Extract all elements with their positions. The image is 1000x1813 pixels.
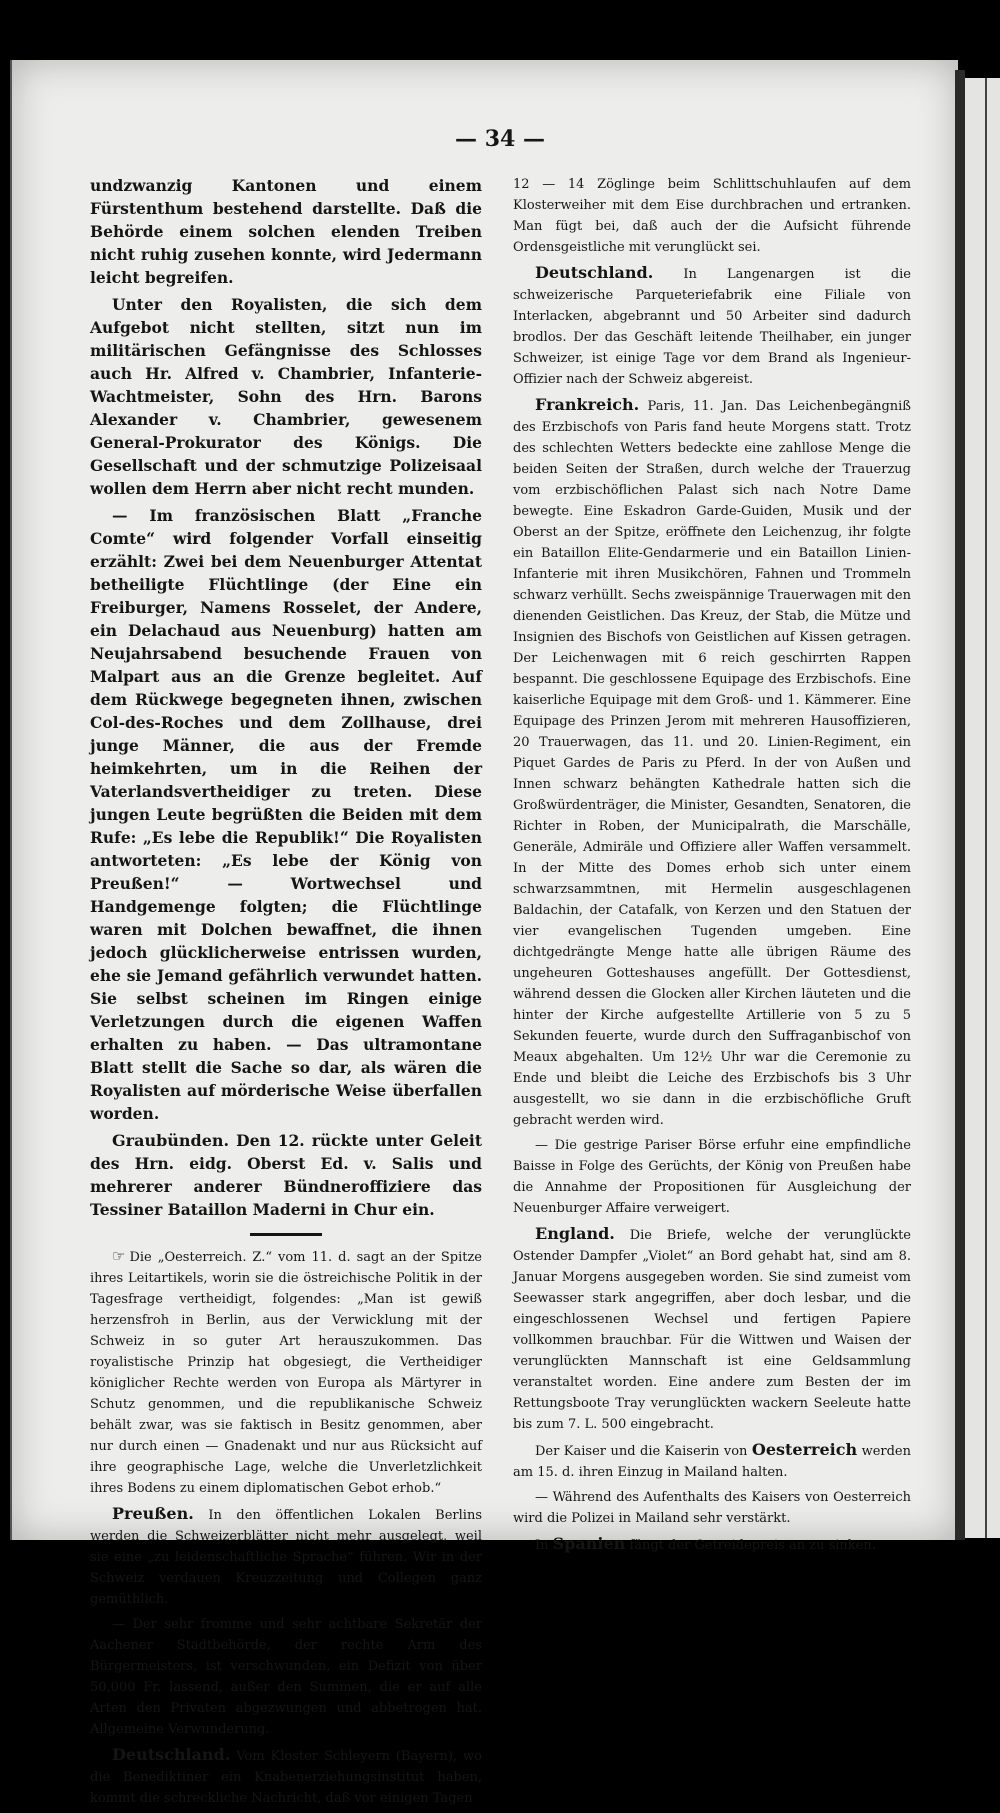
facing-page-fold: [985, 78, 987, 1538]
paragraph-text: werden am 15. d. ihren Einzug in Mailand halten.: [513, 1444, 911, 1480]
section-heading: Deutschland.: [112, 1745, 231, 1764]
paragraph-text: In den öffentlichen Lokalen Berlins werden die Schweizerblätter nicht mehr ausgelegt, weil sie eine „zu leidenschaftliche Sprache“ führen. Wir in der Schweiz verdauen Kreuzzeitung und Collegen ganz gemüthlich.: [90, 1508, 482, 1607]
paragraph: [513, 1223, 911, 1435]
paragraph: — Im französischen Blatt „Franche Comte“ wird folgender Vorfall einseitig erzählt: Zwei bei dem Neuenburger Attentat betheiligte Flüchtlinge (der Eine ein Freiburger, Namens Rosselet, der Andere, ein Delachaud aus Neuenburg) hatten am Neujahrsabend besuchende Frauen von Malpart aus an die Grenze begleitet. Auf dem Rückwege begegneten ihnen, zwischen Col-des-Roches und dem Zollhause, drei junge Männer, die aus der Fremde heimkehrten, um in die Reihen der Vaterlandsvertheidiger zu treten. Diese jungen Leute begrüßten die Beiden mit dem Rufe: „Es lebe die Republik!“ Die Royalisten antworteten: „Es lebe der König von Preußen!“ — Wortwechsel und Handgemenge folgten; die Flüchtlinge waren mit Dolchen bewaffnet, die ihnen jedoch glücklicherweise entrissen wurden, ehe sie Jemand gefährlich verwundet hatten. Sie selbst scheinen im Ringen einige Verletzungen durch die eigenen Waffen erhalten zu haben. — Das ultramontane Blatt stellt die Sache so dar, als wären die Royalisten auf mörderische Weise überfallen worden.: [90, 506, 482, 1123]
section-heading: Spanien: [552, 1534, 626, 1553]
section-heading: Preußen.: [112, 1504, 194, 1523]
paragraph: [90, 1129, 482, 1221]
section-heading: Graubünden.: [112, 1131, 230, 1150]
paragraph: undzwanzig Kantonen und einem Fürstenthum bestehend darstellte. Daß die Behörde einem solchen elenden Treiben nicht ruhig zusehen konnte, wird Jedermann leicht begreifen.: [90, 176, 482, 287]
paragraph-text: In Langenargen ist die schweizerische Parqueteriefabrik eine Filiale von Interlacken, abgebrannt und 50 Arbeiter sind dadurch brodlos. Der das Geschäft leitende Theilhaber, ein junger Schweizer, ist einige Tage vor dem Brand als Ingenieur-Offizier nach der Schweiz abgereist.: [513, 267, 911, 387]
section-heading: Oesterreich: [751, 1440, 858, 1459]
section-heading: England.: [535, 1224, 615, 1243]
paragraph: — Der sehr fromme und sehr achtbare Sekretär der Aachener Stadtbehörde, der rechte Arm des Bürgermeisters, ist verschwunden, ein Defizit von über 50,000 Fr. lassend, außer den Summen, die er auf alle Arten den Privaten abgezwungen und abbetrogen hat. Allgemeine Verwunderung.: [90, 1617, 482, 1737]
book-spine: [955, 70, 965, 1540]
paragraph-text: Die „Oesterreich. Z.“ vom 11. d. sagt an der Spitze ihres Leitartikels, worin sie die östreichische Politik in der Tagesfrage vertheidigt, folgendes: „Man ist gewiß herzensfroh in Berlin, aus der Verwicklung mit der Schweiz in so guter Art herauszukommen. Das royalistische Prinzip hat obgesiegt, die Vertheidiger königlicher Rechte werden von Europa als Märtyrer in Schutz genommen, und die republikanische Schweiz behält zwar, was sie faktisch in Besitz genommen, aber nur durch einen — Gnadenakt und nur aus Rücksicht auf ihre geographische Lage, welche die Unverletzlichkeit ihres Bodens zu einem diplomatischen Gebot erhob.“: [90, 1250, 482, 1496]
paragraph-text: fängt der Getreidepreis an zu sinken.: [629, 1538, 876, 1553]
paragraph: [90, 1503, 482, 1610]
left-large-print: [90, 174, 482, 1221]
paragraph: 12 — 14 Zöglinge beim Schlittschuhlaufen auf dem Klosterweiher mit dem Eise durchbrachen und ertranken. Man fügt bei, daß auch der die Aufsicht führende Ordensgeistliche mit verunglückt sei.: [513, 177, 911, 255]
paragraph: [513, 262, 911, 390]
paragraph: — Während des Aufenthalts des Kaisers von Oesterreich wird die Polizei in Mailand sehr verstärkt.: [513, 1490, 911, 1526]
facing-page-edge: [965, 78, 1000, 1538]
paragraph-text: In: [535, 1538, 549, 1553]
paragraph-text: Der Kaiser und die Kaiserin von: [535, 1444, 748, 1459]
right-column: [513, 174, 911, 1560]
left-small-print: [90, 1246, 482, 1809]
left-column: [90, 174, 482, 1813]
paragraph: [90, 1744, 482, 1809]
paragraph: [90, 1246, 482, 1499]
paragraph: [513, 1439, 911, 1483]
section-heading: Deutschland.: [535, 263, 654, 282]
section-heading: Frankreich.: [535, 395, 640, 414]
paragraph: — Die gestrige Pariser Börse erfuhr eine empfindliche Baisse in Folge des Gerüchts, der König von Preußen habe die Annahme der Propositionen für Ausgleichung der Neuenburger Affaire verweigert.: [513, 1138, 911, 1216]
paragraph: [513, 1533, 911, 1556]
page-number: — 34 —: [455, 126, 545, 152]
paragraph: [513, 394, 911, 1131]
separator-rule: [250, 1233, 322, 1236]
paragraph-text: Paris, 11. Jan. Das Leichenbegängniß des Erzbischofs von Paris fand heute Morgens statt. Trotz des schlechten Wetters bedeckte eine zahllose Menge die beiden Seiten der Straßen, durch welche der Trauerzug vom erzbischöflichen Palast sich nach Notre Dame bewegte. Eine Eskadron Garde-Guiden, Musik und der Oberst an der Spitze, eröffnete den Leichenzug, ihr folgte ein Bataillon Elite-Gendarmerie und ein Bataillon Linien-Infanterie mit ihren Musikchören, Fahnen und Trommeln schwarz verhüllt. Sechs zweispännige Trauerwagen mit den dienenden Geistlichen. Das Kreuz, der Stab, die Mütze und Insignien des Bischofs von Geistlichen auf Kissen getragen. Der Leichenwagen mit 6 reich geschirrten Rappen bespannt. Die geschlossene Equipage des Erzbischofs. Eine kaiserliche Equipage mit dem Groß- und 1. Kämmerer. Eine Equipage des Prinzen Jerom mit mehreren Hausoffizieren, 20 Trauerwagen, das 11. und 20. Linien-Regiment, ein Piquet Gardes de Paris zu Pferd. In der von Außen und Innen schwarz behängten Kathedrale hatten sich die Großwürdenträger, die Minister, Gesandten, Senatoren, die Richter in Roben, der Municipalrath, die Marschälle, Generäle, Admiräle und Offiziere aller Waffen versammelt. In der Mitte des Domes erhob sich unter einem schwarzsammtnen, mit Hermelin ausgeschlagenen Baldachin, der Catafalk, von Kerzen und den Statuen der vier evangelischen Tugenden umgeben. Eine dichtgedrängte Menge hatte alle übrigen Räume des ungeheuren Gotteshauses angefüllt. Der Gottesdienst, während dessen die Glocken aller Kirchen läuteten und die hinter der Kirche aufgestellte Artillerie von 5 zu 5 Sekunden feuerte, wurde durch den Suffraganbischof von Meaux abgehalten. Um 12½ Uhr war die Ceremonie zu Ende und bleibt die Leiche des Erzbischofs bis 3 Uhr ausgestellt, wo sie dann in die erzbischöfliche Gruft gebracht werden wird.: [513, 399, 911, 1128]
paragraph: Unter den Royalisten, die sich dem Aufgebot nicht stellten, sitzt nun im militärischen Gefängnisse des Schlosses auch Hr. Alfred v. Chambrier, Infanterie-Wachtmeister, Sohn des Hrn. Barons Alexander v. Chambrier, gewesenem General-Prokurator des Königs. Die Gesellschaft und der schmutzige Polizeisaal wollen dem Herrn aber nicht recht munden.: [90, 295, 482, 498]
paragraph-text: Den 12. rückte unter Geleit des Hrn. eidg. Oberst Ed. v. Salis und mehrerer anderer Bündneroffiziere das Tessiner Bataillon Maderni in Chur ein.: [90, 1131, 482, 1219]
paragraph-text: Vom Kloster Schleyern (Bayern), wo die Benediktiner ein Knabenerziehungsinstitut haben, kommt die schreckliche Nachricht, daß vor einigen Tagen: [90, 1749, 482, 1806]
pointing-hand-icon: ☞: [112, 1247, 126, 1265]
paragraph-text: Die Briefe, welche der verunglückte Ostender Dampfer „Violet“ an Bord gehabt hat, sind am 8. Januar Morgens ausgegeben worden. Sie sind zumeist vom Seewasser stark angegriffen, aber doch lesbar, und die eingeschlossenen Wechsel und fertigen Papiere vollkommen brauchbar. Für die Wittwen und Waisen der verunglückten Mannschaft ist eine Geldsammlung veranstaltet worden. Eine andere zum Besten der im Rettungsboote Tray verunglückten wackern Seeleute hatte bis zum 7. L. 500 eingebracht.: [513, 1228, 911, 1432]
